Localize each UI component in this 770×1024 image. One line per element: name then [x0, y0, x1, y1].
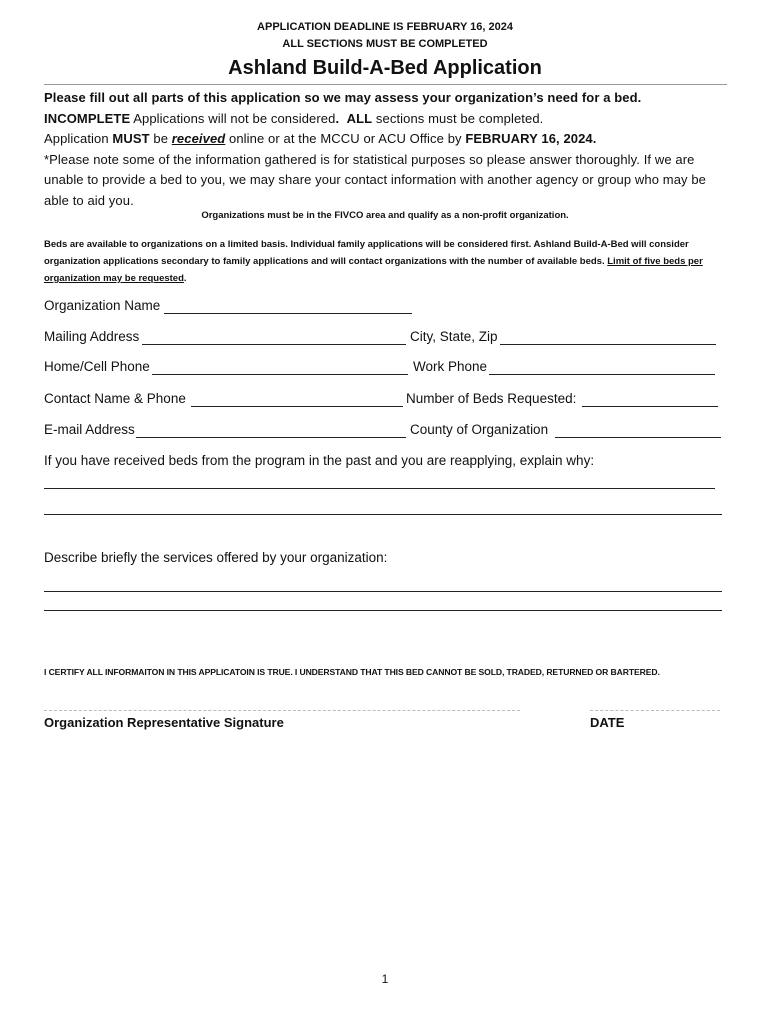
intro-line-3	[44, 129, 734, 150]
reapply-line-1[interactable]	[44, 488, 715, 489]
org-name-field[interactable]	[164, 313, 412, 314]
email-field[interactable]	[136, 437, 406, 438]
all-word: ALL	[346, 110, 373, 126]
date-line[interactable]	[590, 710, 720, 711]
intro-line-2	[44, 109, 734, 130]
work-phone-field[interactable]	[489, 374, 715, 375]
fivco-note: Organizations must be in the FIVCO area and qualify as a non-profit organization.	[201, 210, 569, 221]
statistical-note: *Please note some of the information gathered is for statistical purposes so please answer thoroughly. If we are unable to provide a bed to you, we may share your contact information with another agency or group who may be able to aid you.	[44, 151, 706, 208]
org-name-label: Organization Name	[44, 298, 161, 313]
address-row	[44, 329, 734, 349]
sections-notice: ALL SECTIONS MUST BE COMPLETED	[282, 38, 488, 50]
signature-label: Organization Representative Signature	[44, 715, 284, 730]
org-name-row	[44, 298, 734, 318]
reapply-question: If you have received beds from the program in the past and you are reapplying, explain why:	[44, 453, 595, 468]
email-label: E-mail Address	[44, 422, 135, 437]
limit-end: .	[183, 273, 187, 284]
contact-field[interactable]	[191, 406, 403, 407]
beds-label: Number of Beds Requested:	[406, 391, 577, 406]
date-label: DATE	[590, 715, 625, 730]
reapply-line-2[interactable]	[44, 514, 722, 515]
must-word: MUST	[112, 131, 150, 146]
policy-paragraph	[44, 236, 734, 287]
limit-text: Limit of five beds per organization may be requested	[44, 256, 703, 284]
page-title: Ashland Build-A-Bed Application	[228, 57, 542, 79]
home-phone-field[interactable]	[152, 374, 408, 375]
policy-text: Beds are available to organizations on a limited basis. Individual family applications will be considered first. Ashland Build-A-Bed will consider organization applications secondary to family applications and will contact organizations with the number of available beds.	[44, 239, 689, 267]
title-divider	[44, 84, 727, 85]
mailing-field[interactable]	[142, 344, 406, 345]
incomplete-word: INCOMPLETE	[44, 110, 131, 126]
services-line-2[interactable]	[44, 610, 722, 611]
incomplete-rest: Applications will not be considered	[130, 110, 336, 126]
all-rest: sections must be completed.	[372, 110, 544, 126]
certification-statement: I CERTIFY ALL INFORMAITON IN THIS APPLICATOIN IS TRUE. I UNDERSTAND THAT THIS BED CANNOT BE SOLD, TRADED, RETURNED OR BARTERED.	[44, 667, 660, 677]
services-line-1[interactable]	[44, 591, 722, 592]
contact-row	[44, 391, 734, 411]
home-phone-label: Home/Cell Phone	[44, 359, 150, 374]
app-b: online or at the MCCU or ACU Office by	[225, 131, 466, 146]
intro-block	[44, 88, 734, 211]
mailing-label: Mailing Address	[44, 329, 140, 344]
deadline-bold: FEBRUARY 16, 2024.	[465, 131, 597, 146]
page-number: 1	[381, 972, 389, 986]
county-label: County of Organization	[410, 422, 549, 437]
email-row	[44, 422, 734, 442]
services-question: Describe briefly the services offered by your organization:	[44, 550, 388, 565]
app-a: Application	[44, 131, 113, 146]
signature-line[interactable]	[44, 710, 520, 711]
intro-line-1: Please fill out all parts of this application so we may assess your organization’s need for a bed.	[44, 90, 642, 105]
county-field[interactable]	[555, 437, 721, 438]
contact-label: Contact Name & Phone	[44, 391, 186, 406]
city-field[interactable]	[500, 344, 716, 345]
period: .	[335, 110, 340, 126]
phone-row	[44, 359, 734, 379]
deadline-notice: APPLICATION DEADLINE IS FEBRUARY 16, 2024	[257, 21, 513, 33]
beds-field[interactable]	[582, 406, 718, 407]
work-phone-label: Work Phone	[413, 359, 488, 374]
be-word: be	[149, 131, 172, 146]
city-label: City, State, Zip	[410, 329, 498, 344]
received-word: received	[171, 131, 226, 146]
